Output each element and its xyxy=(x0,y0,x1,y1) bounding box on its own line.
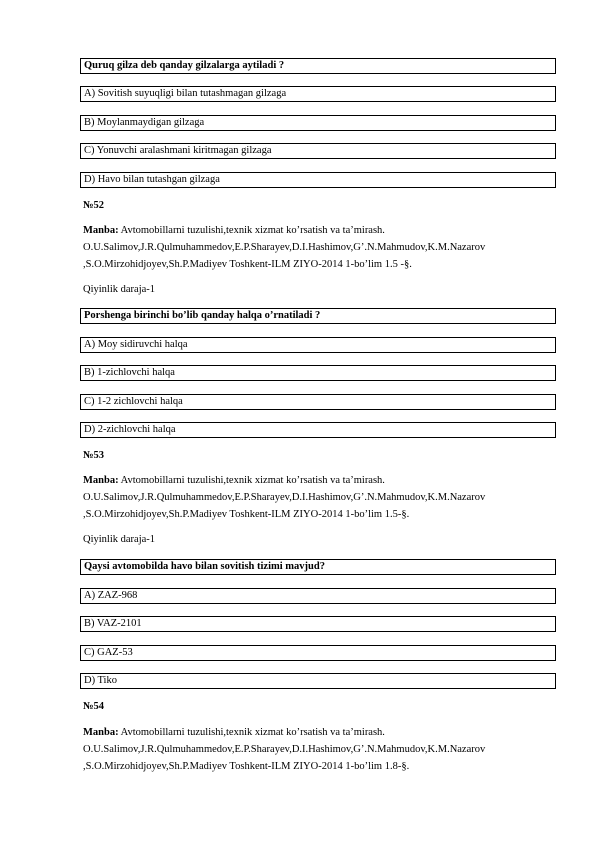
answer-option: B) VAZ-2101 xyxy=(80,616,556,632)
source-line xyxy=(83,223,385,239)
question-number: №54 xyxy=(83,701,105,712)
question-box: Porshenga birinchi bo’lib qanday halqa o’rnatiladi ? xyxy=(80,308,556,324)
answer-option: A) Sovitish suyuqligi bilan tutashmagan gilzaga xyxy=(80,86,556,102)
answer-option: C) 1-2 zichlovchi halqa xyxy=(80,394,556,410)
source-publisher: ,S.O.Mirzohidjoyev,Sh.P.Madiyev Toshkent-ILM ZIYO-2014 1-bo’lim 1.8-§. xyxy=(83,761,410,772)
source-authors: O.U.Salimov,J.R.Qulmuhammedov,E.P.Sharayev,D.I.Hashimov,G’.N.Mahmudov,K.M.Nazarov xyxy=(83,744,486,755)
answer-option: D) 2-zichlovchi halqa xyxy=(80,422,556,438)
answer-option: D) Tiko xyxy=(80,673,556,689)
source-label: Manba: xyxy=(83,727,119,738)
source-text: Avtomobillarni tuzulishi,texnik xizmat ko’rsatish va ta’mirash. xyxy=(118,727,385,738)
difficulty-level: Qiyinlik daraja-1 xyxy=(83,534,156,545)
source-publisher: ,S.O.Mirzohidjoyev,Sh.P.Madiyev Toshkent-ILM ZIYO-2014 1-bo’lim 1.5-§. xyxy=(83,509,410,520)
source-text: Avtomobillarni tuzulishi,texnik xizmat ko’rsatish va ta’mirash. xyxy=(118,225,385,236)
source-line xyxy=(83,725,385,741)
source-label: Manba: xyxy=(83,475,119,486)
answer-option: A) Moy sidiruvchi halqa xyxy=(80,337,556,353)
question-box: Quruq gilza deb qanday gilzalarga aytiladi ? xyxy=(80,58,556,74)
source-line xyxy=(83,473,385,489)
answer-option: A) ZAZ-968 xyxy=(80,588,556,604)
source-publisher: ,S.O.Mirzohidjoyev,Sh.P.Madiyev Toshkent-ILM ZIYO-2014 1-bo’lim 1.5 -§. xyxy=(83,259,412,270)
answer-option: C) GAZ-53 xyxy=(80,645,556,661)
source-text: Avtomobillarni tuzulishi,texnik xizmat ko’rsatish va ta’mirash. xyxy=(118,475,385,486)
answer-option: D) Havo bilan tutashgan gilzaga xyxy=(80,172,556,188)
source-authors: O.U.Salimov,J.R.Qulmuhammedov,E.P.Sharayev,D.I.Hashimov,G’.N.Mahmudov,K.M.Nazarov xyxy=(83,492,486,503)
question-number: №53 xyxy=(83,450,105,461)
question-number: №52 xyxy=(83,200,105,211)
source-authors: O.U.Salimov,J.R.Qulmuhammedov,E.P.Sharayev,D.I.Hashimov,G’.N.Mahmudov,K.M.Nazarov xyxy=(83,242,486,253)
answer-option: B) Moylanmaydigan gilzaga xyxy=(80,115,556,131)
answer-option: C) Yonuvchi aralashmani kiritmagan gilzaga xyxy=(80,143,556,159)
answer-option: B) 1-zichlovchi halqa xyxy=(80,365,556,381)
question-box: Qaysi avtomobilda havo bilan sovitish tizimi mavjud? xyxy=(80,559,556,575)
source-label: Manba: xyxy=(83,225,119,236)
difficulty-level: Qiyinlik daraja-1 xyxy=(83,284,156,295)
